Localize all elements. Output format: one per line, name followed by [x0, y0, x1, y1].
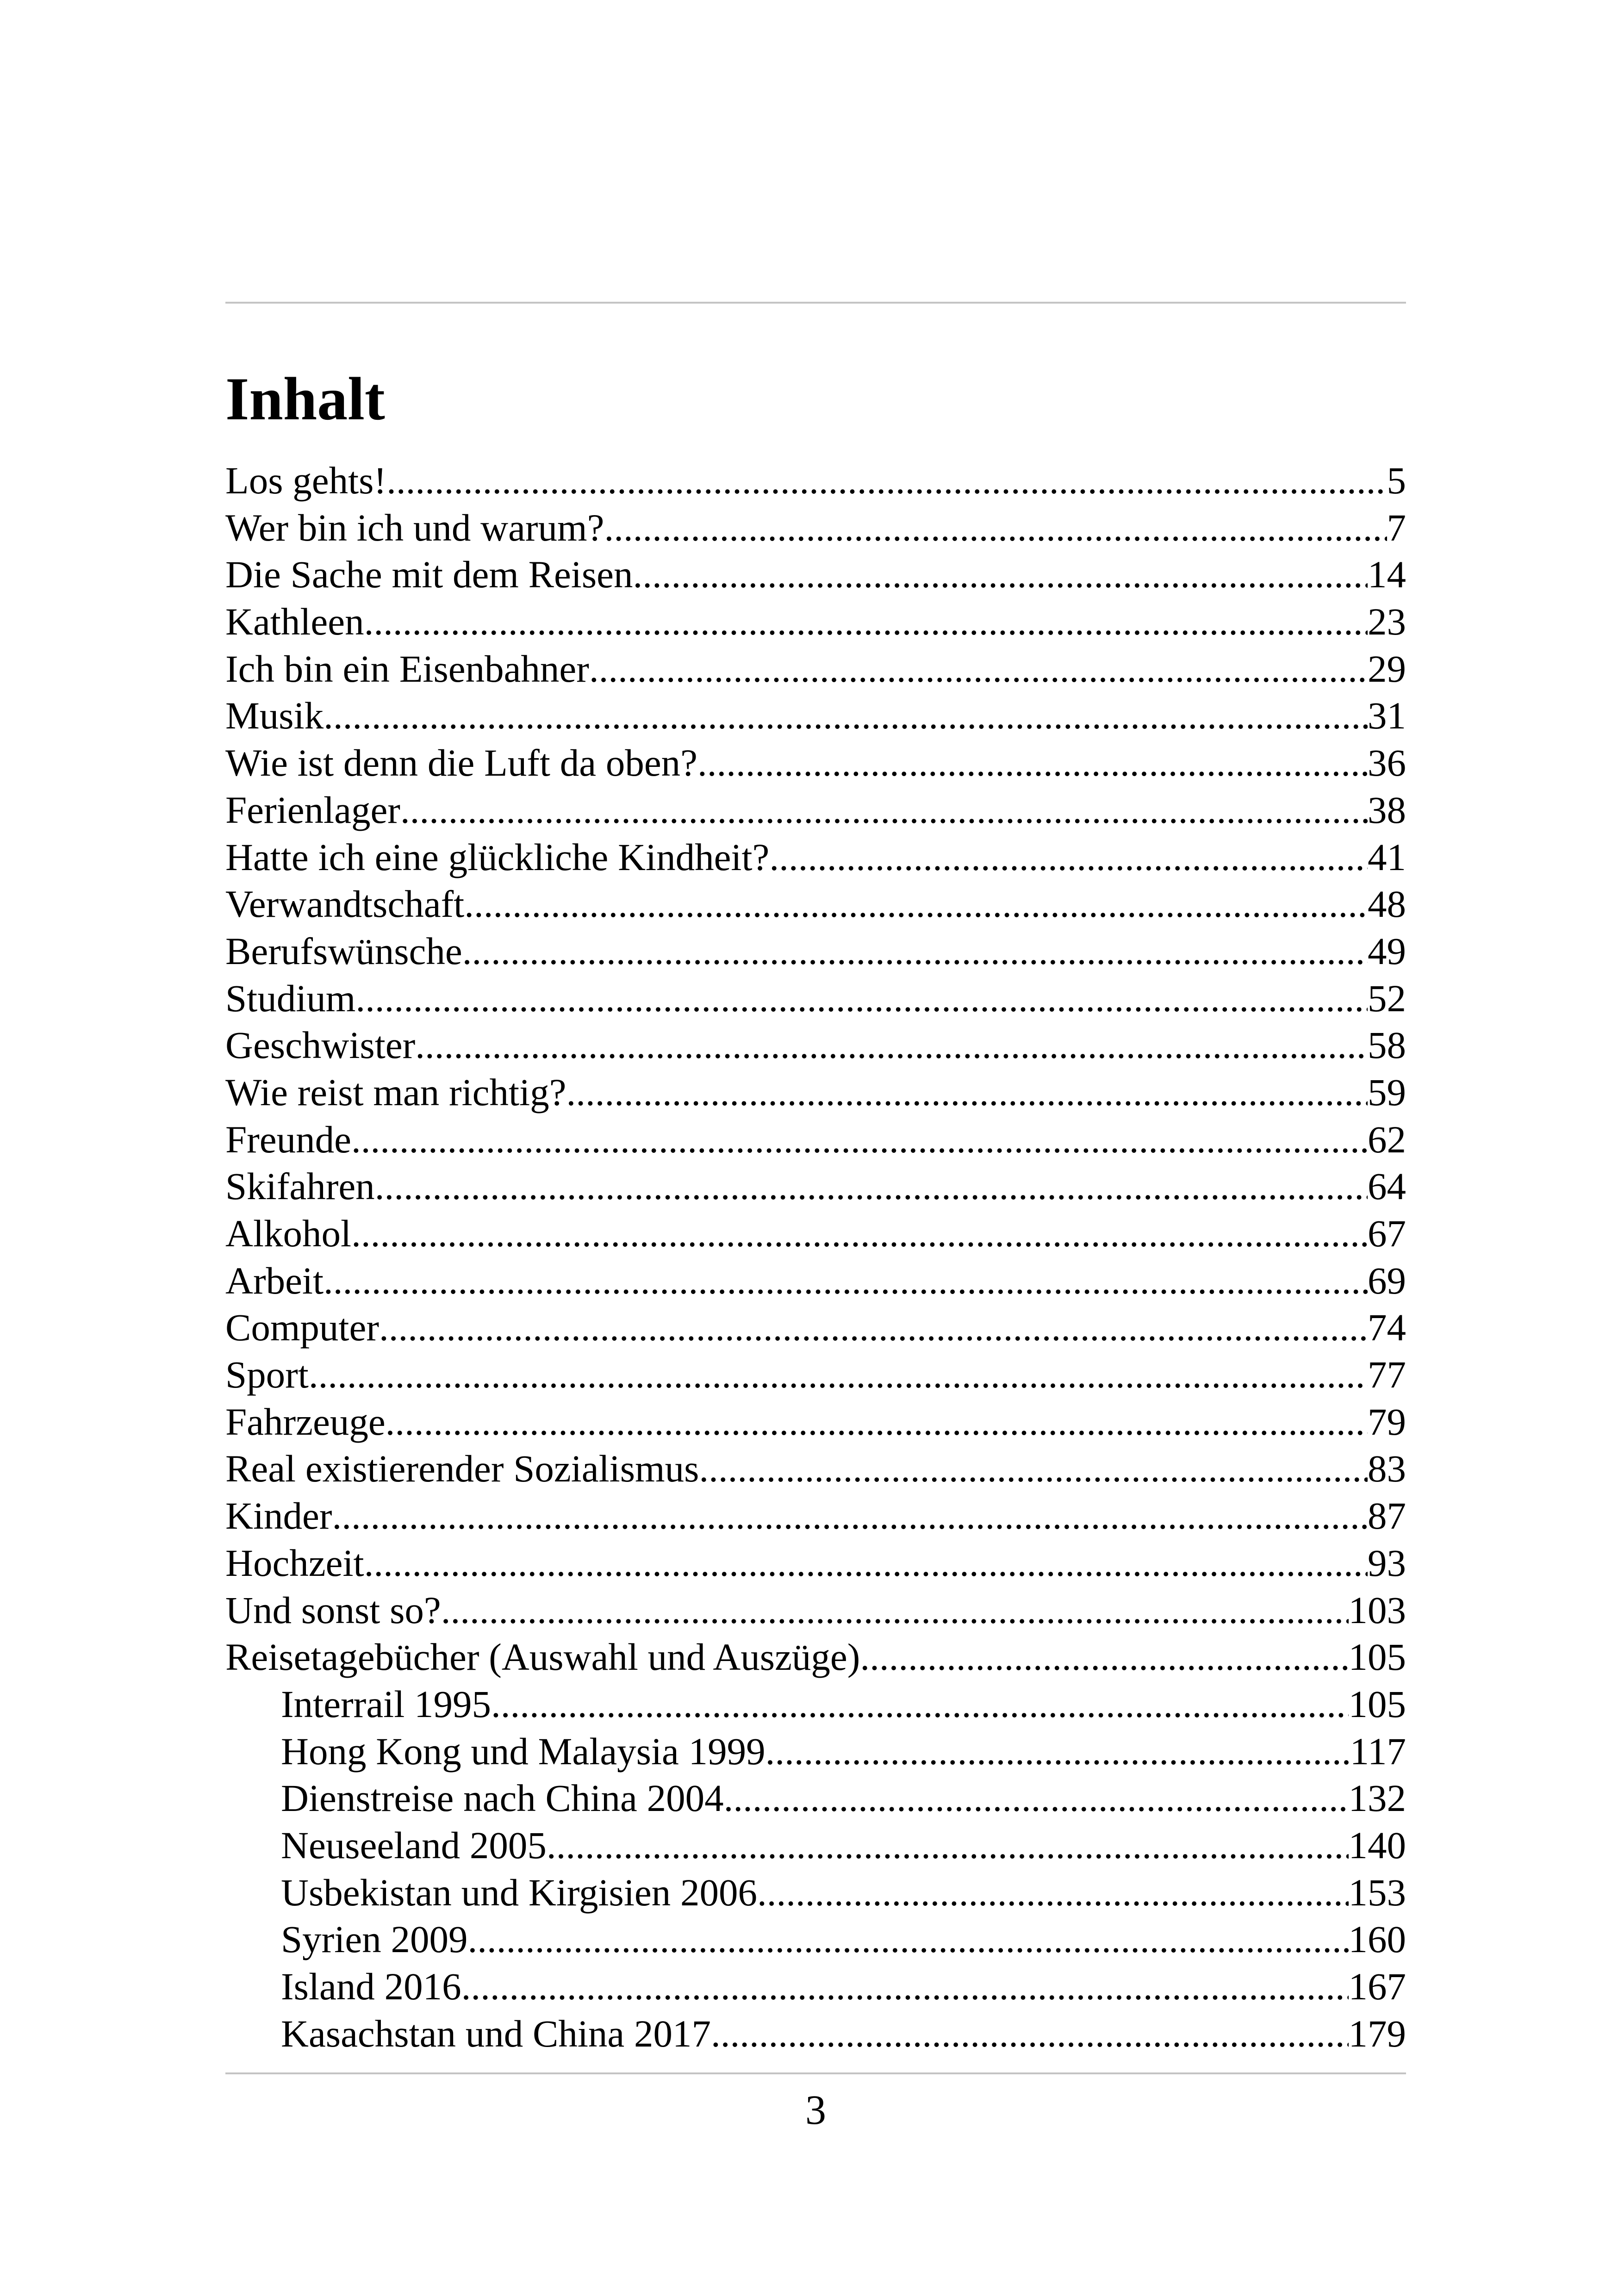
toc-entry-page: 93	[1368, 1541, 1406, 1584]
dot-leader	[309, 1351, 1368, 1399]
dot-leader	[364, 598, 1368, 646]
dot-leader	[769, 834, 1368, 881]
toc-entry	[225, 740, 1406, 787]
toc-entry-label: Kasachstan und China 2017	[281, 2012, 711, 2055]
dot-leader	[697, 740, 1368, 787]
toc-entry-label: Verwandtschaft	[225, 883, 465, 926]
toc-entry-page: 36	[1368, 741, 1406, 784]
footer-rule	[225, 2072, 1406, 2074]
toc-entry-page: 7	[1387, 506, 1406, 549]
toc-entry-label: Syrien 2009	[281, 1918, 468, 1961]
toc-entry	[225, 692, 1406, 740]
toc-entry	[225, 787, 1406, 834]
toc-entry-page: 153	[1348, 1871, 1406, 1914]
toc-entry-page: 62	[1368, 1118, 1406, 1161]
toc-entry-page: 52	[1368, 977, 1406, 1020]
toc-entry	[225, 1116, 1406, 1164]
toc-entry-label: Die Sache mit dem Reisen	[225, 553, 633, 596]
toc-entry-label: Und sonst so?	[225, 1588, 441, 1631]
dot-leader	[860, 1634, 1348, 1681]
toc-entry	[225, 551, 1406, 598]
toc-entry	[225, 834, 1406, 881]
toc-subentry	[225, 1822, 1406, 1869]
toc-entry-label: Kinder	[225, 1494, 332, 1537]
toc-entry-label: Hong Kong und Malaysia 1999	[281, 1730, 765, 1773]
toc-entry-page: 105	[1348, 1636, 1406, 1679]
toc-entry	[225, 504, 1406, 552]
toc-entry-label: Hatte ich eine glückliche Kindheit?	[225, 835, 770, 878]
dot-leader	[462, 928, 1368, 975]
toc-entry	[225, 1587, 1406, 1634]
table-of-contents	[225, 457, 1406, 2057]
toc-entry-label: Musik	[225, 694, 324, 737]
toc-entry-page: 83	[1368, 1447, 1406, 1490]
dot-leader	[324, 1257, 1368, 1305]
toc-entry-page: 103	[1348, 1588, 1406, 1631]
toc-entry	[225, 1351, 1406, 1399]
toc-entry-page: 167	[1348, 1965, 1406, 2008]
dot-leader	[711, 2010, 1349, 2058]
toc-entry-label: Los gehts!	[225, 459, 387, 502]
toc-entry-label: Wie reist man richtig?	[225, 1070, 566, 1114]
dot-leader	[467, 1916, 1348, 1963]
toc-entry-page: 132	[1348, 1777, 1406, 1820]
toc-entry-label: Kathleen	[225, 600, 364, 643]
dot-leader	[633, 551, 1368, 598]
toc-entry-label: Computer	[225, 1306, 379, 1349]
dot-leader	[765, 1728, 1350, 1775]
dot-leader	[386, 1399, 1368, 1446]
toc-entry-label: Real existierender Sozialismus	[225, 1447, 699, 1490]
toc-entry-page: 5	[1387, 459, 1406, 502]
toc-entry-page: 48	[1368, 883, 1406, 926]
toc-entry-page: 29	[1368, 647, 1406, 690]
dot-leader	[324, 692, 1368, 740]
dot-leader	[351, 1210, 1368, 1257]
dot-leader	[461, 1963, 1349, 2010]
toc-entry	[225, 1493, 1406, 1540]
dot-leader	[441, 1587, 1349, 1634]
toc-entry-page: 179	[1348, 2012, 1406, 2055]
toc-entry	[225, 1304, 1406, 1351]
toc-entry-page: 77	[1368, 1353, 1406, 1396]
toc-entry	[225, 598, 1406, 646]
toc-entry-label: Hochzeit	[225, 1541, 364, 1584]
toc-entry-label: Neuseeland 2005	[281, 1823, 547, 1867]
dot-leader	[364, 1540, 1368, 1587]
toc-entry	[225, 975, 1406, 1022]
toc-entry-page: 38	[1368, 788, 1406, 831]
toc-entry-page: 160	[1348, 1918, 1406, 1961]
toc-entry	[225, 646, 1406, 693]
toc-subentry	[225, 2010, 1406, 2058]
dot-leader	[491, 1681, 1348, 1728]
toc-entry-label: Wer bin ich und warum?	[225, 506, 604, 549]
toc-entry	[225, 457, 1406, 504]
toc-entry-label: Arbeit	[225, 1259, 324, 1302]
dot-leader	[375, 1163, 1368, 1210]
toc-entry	[225, 1022, 1406, 1069]
toc-entry-page: 79	[1368, 1400, 1406, 1443]
toc-entry-label: Sport	[225, 1353, 309, 1396]
toc-entry-page: 41	[1368, 835, 1406, 878]
toc-entry-label: Studium	[225, 977, 356, 1020]
dot-leader	[415, 1022, 1368, 1069]
toc-entry-label: Geschwister	[225, 1024, 416, 1067]
toc-entry-page: 140	[1348, 1823, 1406, 1867]
toc-entry-page: 69	[1368, 1259, 1406, 1302]
toc-entry-label: Interrail 1995	[281, 1682, 492, 1725]
toc-entry	[225, 1163, 1406, 1210]
toc-entry-page: 23	[1368, 600, 1406, 643]
toc-entry-page: 31	[1368, 694, 1406, 737]
toc-entry-page: 87	[1368, 1494, 1406, 1537]
dot-leader	[386, 457, 1387, 504]
toc-entry	[225, 1540, 1406, 1587]
toc-entry	[225, 1634, 1406, 1681]
dot-leader	[400, 787, 1368, 834]
toc-entry	[225, 1210, 1406, 1257]
dot-leader	[547, 1822, 1349, 1869]
toc-entry-page: 49	[1368, 929, 1406, 972]
dot-leader	[332, 1493, 1368, 1540]
toc-entry-page: 67	[1368, 1212, 1406, 1255]
toc-entry-label: Skifahren	[225, 1165, 375, 1208]
page-number: 3	[805, 2087, 826, 2133]
toc-subentry	[225, 1728, 1406, 1775]
toc-title: Inhalt	[225, 365, 385, 433]
toc-entry-page: 64	[1368, 1165, 1406, 1208]
toc-entry-label: Alkohol	[225, 1212, 352, 1255]
dot-leader	[757, 1869, 1349, 1916]
toc-subentry	[225, 1916, 1406, 1963]
toc-entry	[225, 881, 1406, 928]
header-rule	[225, 302, 1406, 304]
toc-entry-page: 59	[1368, 1070, 1406, 1114]
toc-entry-page: 105	[1348, 1682, 1406, 1725]
dot-leader	[355, 975, 1368, 1022]
dot-leader	[589, 646, 1368, 693]
toc-entry-label: Usbekistan und Kirgisien 2006	[281, 1871, 757, 1914]
toc-entry-label: Ferienlager	[225, 788, 400, 831]
toc-entry-label: Wie ist denn die Luft da oben?	[225, 741, 697, 784]
toc-entry	[225, 928, 1406, 975]
toc-entry-label: Island 2016	[281, 1965, 461, 2008]
toc-entry	[225, 1399, 1406, 1446]
toc-entry-label: Berufswünsche	[225, 929, 462, 972]
toc-entry-label: Reisetagebücher (Auswahl und Auszüge)	[225, 1636, 860, 1679]
dot-leader	[566, 1069, 1368, 1116]
dot-leader	[351, 1116, 1368, 1164]
dot-leader	[604, 504, 1387, 552]
toc-entry-label: Dienstreise nach China 2004	[281, 1777, 724, 1820]
dot-leader	[464, 881, 1368, 928]
toc-subentry	[225, 1869, 1406, 1916]
dot-leader	[699, 1445, 1368, 1493]
dot-leader	[724, 1775, 1349, 1822]
toc-entry-page: 14	[1368, 553, 1406, 596]
toc-entry	[225, 1445, 1406, 1493]
toc-entry-label: Ich bin ein Eisenbahner	[225, 647, 589, 690]
toc-subentry	[225, 1963, 1406, 2010]
toc-entry	[225, 1069, 1406, 1116]
toc-entry	[225, 1257, 1406, 1305]
toc-entry-label: Freunde	[225, 1118, 351, 1161]
toc-subentry	[225, 1775, 1406, 1822]
toc-entry-label: Fahrzeuge	[225, 1400, 386, 1443]
toc-entry-page: 58	[1368, 1024, 1406, 1067]
toc-entry-page: 74	[1368, 1306, 1406, 1349]
toc-entry-page: 117	[1350, 1730, 1406, 1773]
dot-leader	[379, 1304, 1368, 1351]
toc-subentry	[225, 1681, 1406, 1728]
